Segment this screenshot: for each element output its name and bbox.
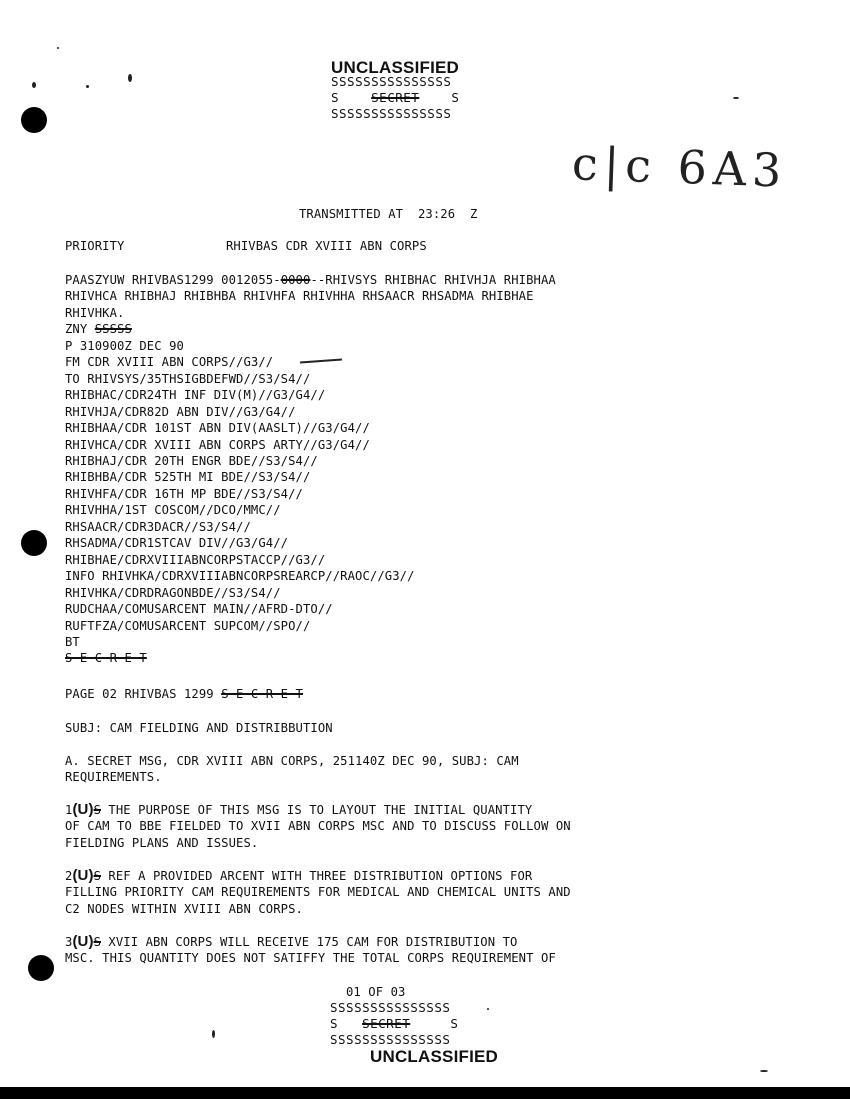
page-line: PAGE 02 RHIVBAS 1299 S E C R E T [65, 687, 303, 701]
paragraph-3-line-1: 3(U)S XVII ABN CORPS WILL RECEIVE 175 CAM FOR DISTRIBUTION TO [65, 933, 518, 950]
scan-speck [128, 74, 132, 82]
addressee-13: RHIVHKA/CDRDRAGONBDE//S3/S4// [65, 585, 281, 600]
routing-line-3: RHIVHKA. [65, 305, 125, 320]
paragraph-3-line-2: MSC. THIS QUANTITY DOES NOT SATIFFY THE TOTAL CORPS REQUIREMENT OF [65, 951, 556, 966]
paragraph-2 [65, 868, 571, 917]
routing-line-1: PAASZYUW RHIVBAS1299 0012055-0000--RHIVSYS RHIBHAC RHIVHJA RHIBHAA [65, 273, 556, 287]
scan-speck [733, 97, 739, 99]
addressee-12: INFO RHIVHKA/CDRXVIIIABNCORPSREARCP//RAOC//G3// [65, 569, 415, 584]
bt-line: BT [65, 634, 80, 649]
page-count: 01 OF 03 [346, 985, 406, 999]
footer-marking-bottom: SSSSSSSSSSSSSSS [330, 1032, 451, 1047]
scan-speck [86, 85, 89, 88]
marking-line-bottom: SSSSSSSSSSSSSSS [331, 106, 452, 121]
classification-mark: (U) [72, 801, 94, 818]
reference-block [65, 753, 519, 786]
addressee-15: RUFTFZA/COMUSARCENT SUPCOM//SPO// [65, 618, 311, 633]
paragraph-2-line-2: FILLING PRIORITY CAM REQUIREMENTS FOR MEDICAL AND CHEMICAL UNITS AND [65, 885, 571, 900]
secret-strike-line: S E C R E T [65, 651, 147, 666]
classification-top: UNCLASSIFIED [331, 58, 460, 77]
from-line: FM CDR XVIII ABN CORPS//G3// [65, 355, 274, 370]
classification-mark: (U) [72, 933, 94, 950]
addressee-14: RUDCHAA/COMUSARCENT MAIN//AFRD-DTO// [65, 602, 333, 617]
addressee-6: RHIBHBA/CDR 525TH MI BDE//S3/S4// [65, 470, 311, 485]
punch-hole-middle [21, 530, 47, 556]
addressee-4: RHIVHCA/CDR XVIII ABN CORPS ARTY//G3/G4// [65, 437, 370, 452]
scan-speck [487, 1008, 489, 1010]
priority-unit: RHIVBAS CDR XVIII ABN CORPS [226, 239, 427, 253]
paragraph-1-line-2: OF CAM TO BBE FIELDED TO XVII ABN CORPS MSC AND TO DISCUSS FOLLOW ON [65, 819, 571, 834]
scan-speck [57, 47, 59, 49]
addressee-8: RHIVHHA/1ST COSCOM//DCO/MMC// [65, 503, 281, 518]
addressee-1: RHIBHAC/CDR24TH INF DIV(M)//G3/G4// [65, 388, 326, 403]
routing-block [65, 272, 556, 667]
paragraph-1 [65, 802, 571, 851]
routing-line-2: RHIVHCA RHIBHAJ RHIBHBA RHIVHFA RHIVHHA RHSAACR RHSADMA RHIBHAE [65, 289, 534, 304]
addressee-11: RHIBHAE/CDRXVIIIABNCORPSTACCP//G3// [65, 552, 326, 567]
classification-bottom: UNCLASSIFIED [370, 1047, 499, 1066]
addressee-10: RHSADMA/CDR1STCAV DIV//G3/G4// [65, 536, 289, 551]
secret-strikeout: SECRET [371, 90, 420, 105]
date-time-group: P 310900Z DEC 90 [65, 338, 184, 353]
paragraph-2-line-1: 2(U)S REF A PROVIDED ARCENT WITH THREE DISTRIBUTION OPTIONS FOR [65, 867, 533, 884]
reference-line-2: REQUIREMENTS. [65, 770, 162, 785]
paragraph-2-line-3: C2 NODES WITHIN XVIII ABN CORPS. [65, 901, 303, 916]
punch-hole-top [21, 107, 47, 133]
transmitted-time: TRANSMITTED AT 23:26 Z [299, 207, 478, 221]
footer-marking-top: SSSSSSSSSSSSSSS [330, 1000, 451, 1015]
secret-strikeout: SECRET [362, 1016, 411, 1031]
priority-label: PRIORITY [65, 239, 125, 253]
scan-speck [32, 82, 36, 88]
scan-speck [212, 1030, 215, 1038]
footer-marking-middle: S SECRET S [330, 1016, 459, 1031]
classification-mark: (U) [72, 867, 94, 884]
handwritten-note: c|c 6A3 [571, 136, 789, 198]
scan-edge [0, 1087, 850, 1099]
zny-line: ZNY SSSSS [65, 322, 132, 337]
punch-hole-bottom [28, 955, 54, 981]
addressee-9: RHSAACR/CDR3DACR//S3/S4// [65, 519, 251, 534]
addressee-5: RHIBHAJ/CDR 20TH ENGR BDE//S3/S4// [65, 453, 318, 468]
paragraph-1-line-3: FIELDING PLANS AND ISSUES. [65, 835, 259, 850]
reference-line-1: A. SECRET MSG, CDR XVIII ABN CORPS, 251140Z DEC 90, SUBJ: CAM [65, 754, 519, 768]
addressee-7: RHIVHFA/CDR 16TH MP BDE//S3/S4// [65, 486, 303, 501]
paragraph-3 [65, 934, 556, 967]
subject-line: SUBJ: CAM FIELDING AND DISTRIBBUTION [65, 721, 333, 735]
addressee-3: RHIBHAA/CDR 101ST ABN DIV(AASLT)//G3/G4// [65, 421, 370, 436]
addressee-0: TO RHIVSYS/35THSIGBDEFWD//S3/S4// [65, 371, 311, 386]
paragraph-1-line-1: 1(U)S THE PURPOSE OF THIS MSG IS TO LAYOUT THE INITIAL QUANTITY [65, 801, 533, 818]
addressee-2: RHIVHJA/CDR82D ABN DIV//G3/G4// [65, 404, 296, 419]
marking-line-middle: S SECRET S [331, 90, 460, 105]
scan-speck [760, 1070, 768, 1072]
marking-line-top: SSSSSSSSSSSSSSS [331, 74, 452, 89]
